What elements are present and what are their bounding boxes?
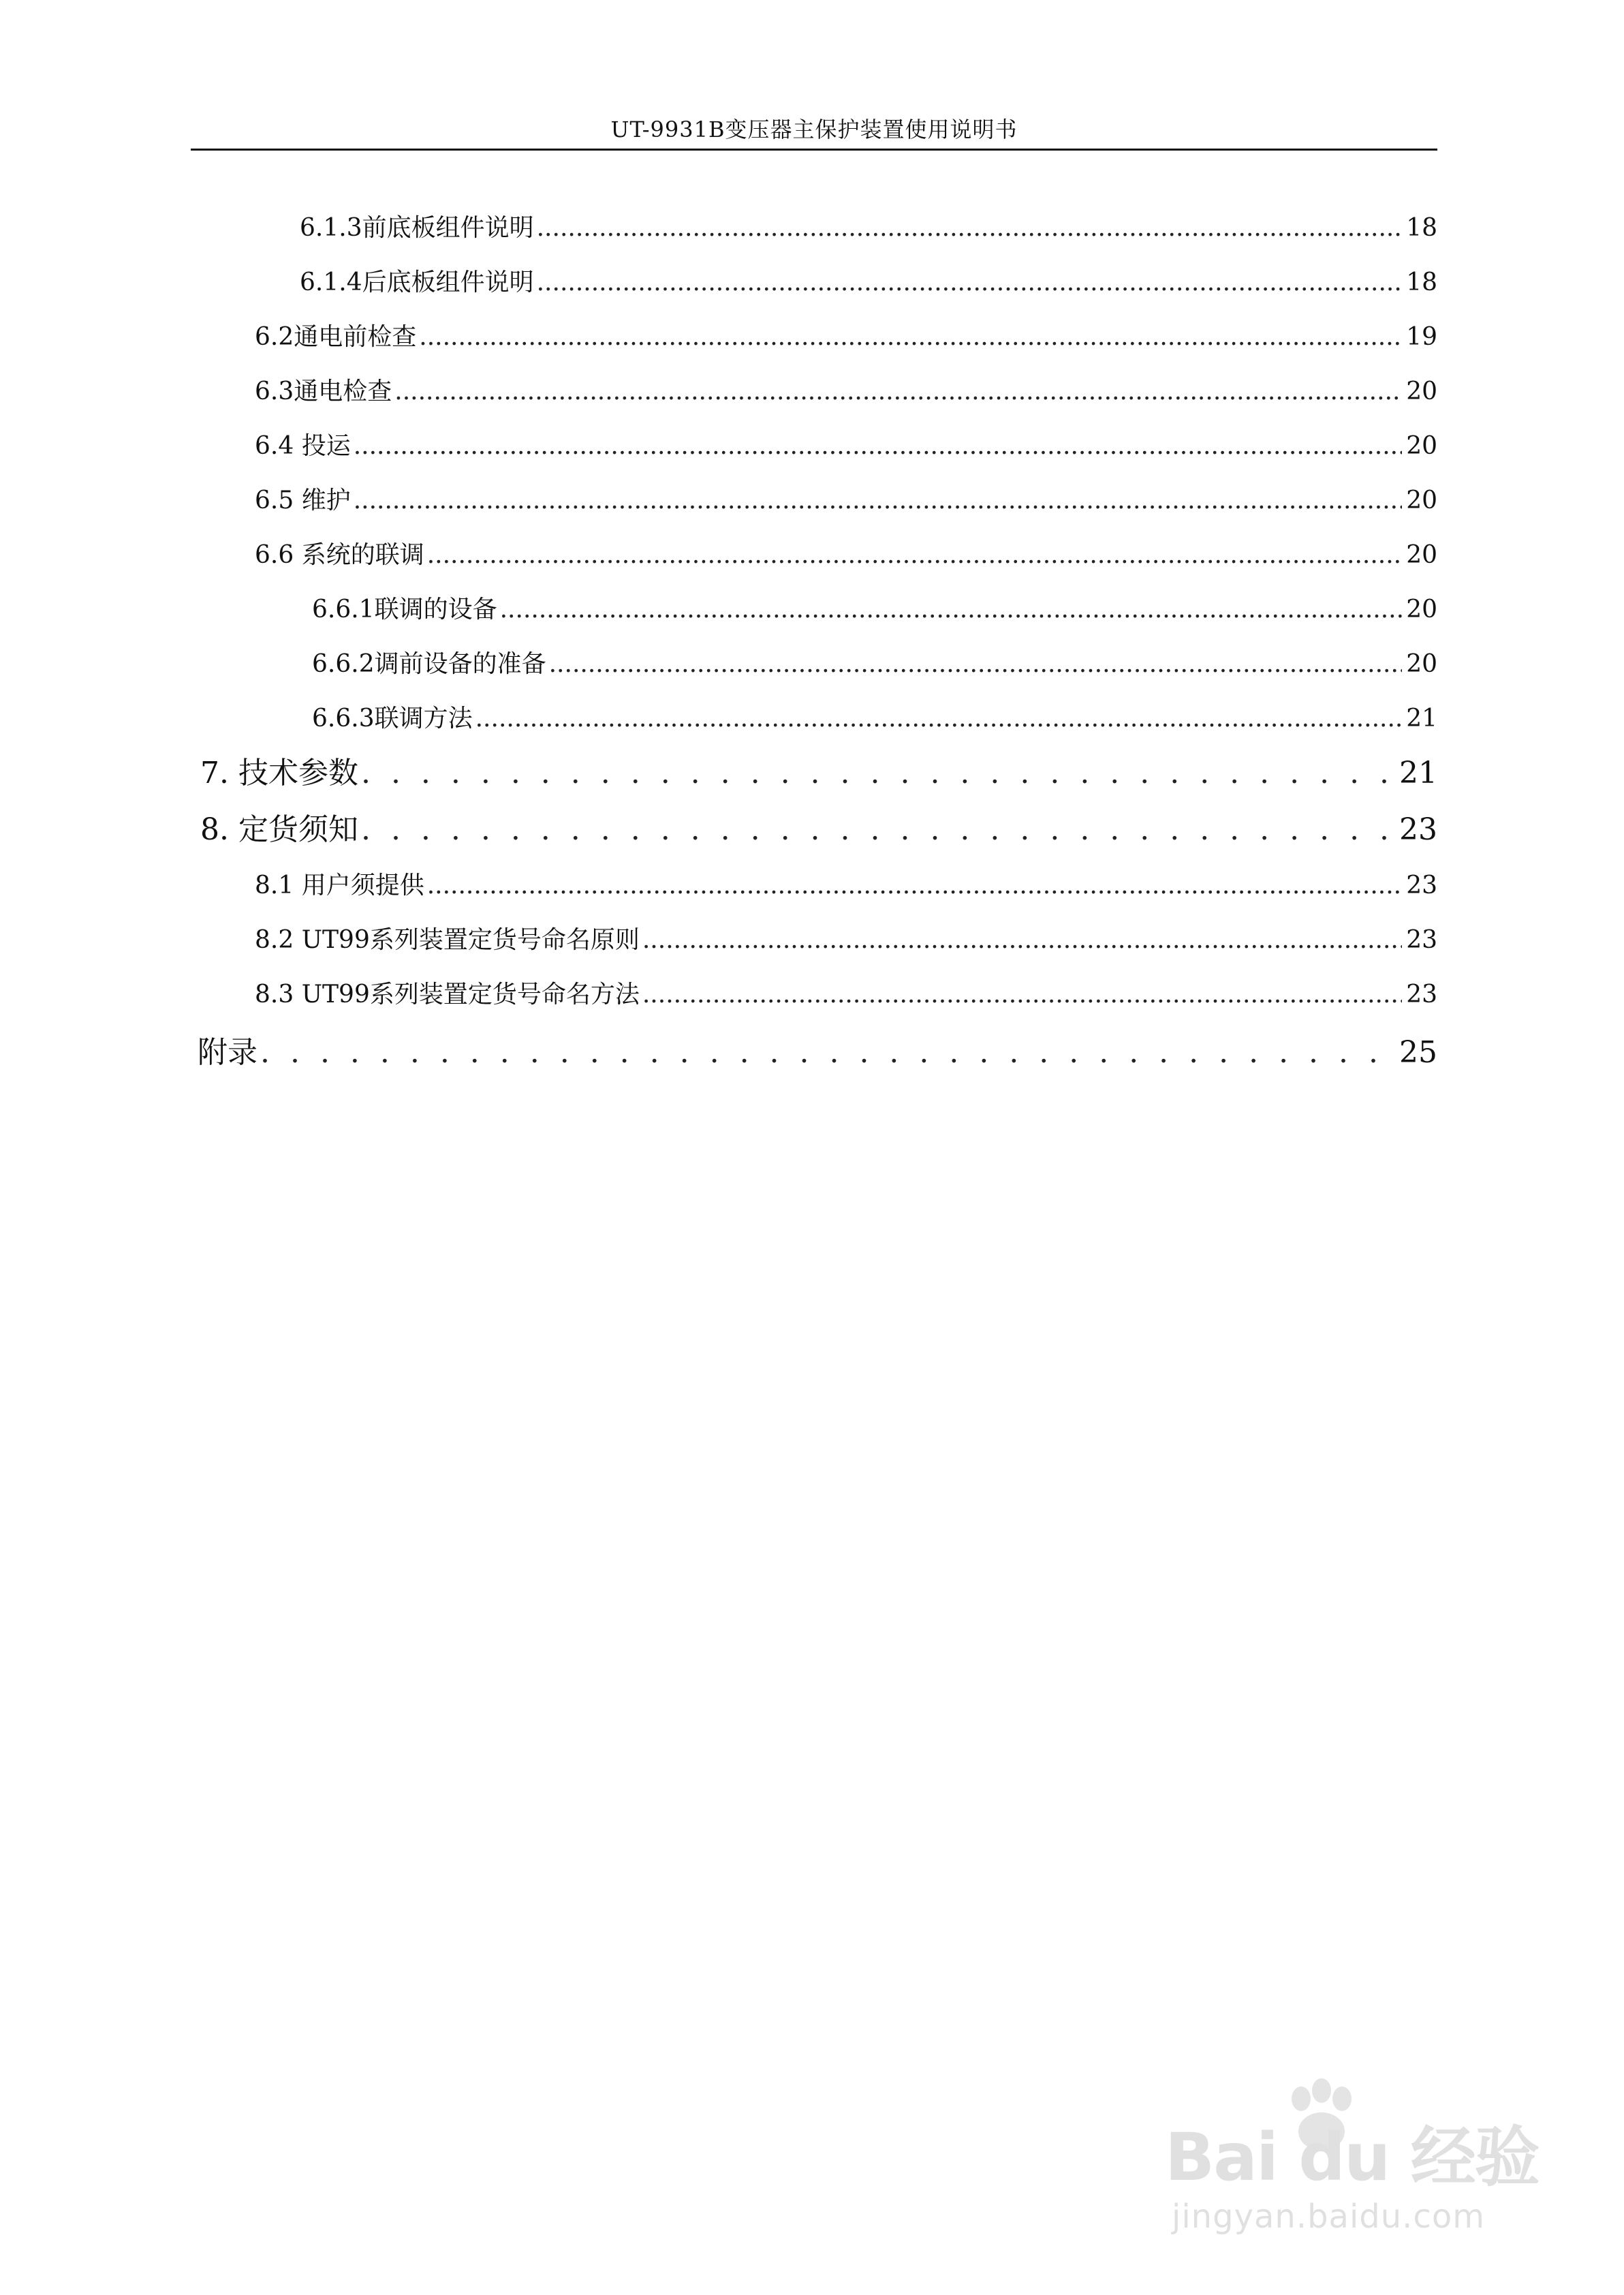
toc-entry-label: 6.6.2调前设备的准备 <box>312 650 546 678</box>
toc-leader-dots <box>537 266 1403 300</box>
toc-leader-dots <box>427 538 1402 572</box>
toc-page-number: 19 <box>1406 323 1437 351</box>
toc-leader-dots <box>394 375 1402 409</box>
toc-entry-label: 6.4 投运 <box>255 432 351 460</box>
toc-entry-label: 8.3 UT99系列装置定货号命名方法 <box>255 981 640 1008</box>
toc-leader-dots <box>419 320 1402 354</box>
toc-entry-7[interactable] <box>200 753 1437 794</box>
toc-entry-6-5[interactable] <box>255 484 1437 518</box>
toc-page-number: 21 <box>1406 705 1437 733</box>
toc-entry-6-6-1[interactable] <box>312 593 1437 627</box>
toc-page-number: 23 <box>1406 872 1437 899</box>
toc-entry-label: 6.2通电前检查 <box>255 323 417 351</box>
toc-page-number: 20 <box>1406 487 1437 514</box>
toc-entry-6-6-3[interactable] <box>312 702 1437 736</box>
toc-page-number: 18 <box>1406 268 1437 296</box>
watermark-brand: Bai du 经验 <box>1165 2119 1539 2196</box>
toc-entry-6-6[interactable] <box>255 538 1437 572</box>
toc-entry-6-1-4[interactable] <box>300 266 1437 300</box>
toc-entry-label: 6.6 系统的联调 <box>255 541 424 569</box>
toc-page-number: 20 <box>1406 541 1437 569</box>
toc-entry-label: 6.6.3联调方法 <box>312 705 473 733</box>
toc-leader-dots <box>500 593 1403 627</box>
toc-entry-label: 6.3通电检查 <box>255 378 392 405</box>
toc-entry-label: 8.1 用户须提供 <box>255 872 424 899</box>
toc-entry-label: 8. 定货须知 <box>200 812 358 847</box>
toc-entry-8-1[interactable] <box>255 869 1437 903</box>
toc-entry-6-4[interactable] <box>255 429 1437 463</box>
toc-entry-appendix[interactable] <box>198 1032 1437 1073</box>
toc-page-number: 20 <box>1406 432 1437 460</box>
toc-page-number: 23 <box>1399 812 1437 847</box>
toc-page-number: 20 <box>1406 650 1437 678</box>
document-title: UT-9931B变压器主保护装置使用说明书 <box>610 117 1018 142</box>
toc-leader-dots <box>537 211 1403 245</box>
toc-entry-label: 6.6.1联调的设备 <box>312 596 497 623</box>
watermark-url: jingyan.baidu.com <box>1172 2198 1485 2236</box>
toc-entry-label: 附录 <box>198 1035 257 1070</box>
toc-leader-dots <box>642 923 1402 957</box>
toc-entry-6-3[interactable] <box>255 375 1437 409</box>
toc-entry-6-1-3[interactable] <box>300 211 1437 245</box>
toc-page-number: 23 <box>1406 926 1437 954</box>
toc-page-number: 25 <box>1399 1035 1437 1070</box>
toc-leader-dots <box>260 1032 1395 1073</box>
toc-entry-6-2[interactable] <box>255 320 1437 354</box>
toc-leader-dots <box>549 647 1403 681</box>
toc-leader-dots <box>427 869 1402 903</box>
toc-page-number: 18 <box>1406 214 1437 242</box>
toc-leader-dots <box>361 810 1395 850</box>
toc-leader-dots <box>475 702 1403 736</box>
toc-entry-8[interactable] <box>200 810 1437 850</box>
toc-page-number: 21 <box>1399 756 1437 790</box>
toc-page-number: 20 <box>1406 596 1437 623</box>
toc-entry-label: 8.2 UT99系列装置定货号命名原则 <box>255 926 640 954</box>
toc-page-number: 20 <box>1406 378 1437 405</box>
toc-leader-dots <box>642 978 1402 1012</box>
toc-entry-label: 6.5 维护 <box>255 487 351 514</box>
toc-leader-dots <box>361 753 1395 794</box>
toc-page-number: 23 <box>1406 981 1437 1008</box>
toc-entry-label: 6.1.3前底板组件说明 <box>300 214 534 242</box>
toc-entry-8-3[interactable] <box>255 978 1437 1012</box>
toc-entry-label: 6.1.4后底板组件说明 <box>300 268 534 296</box>
toc-leader-dots <box>354 484 1402 518</box>
toc-leader-dots <box>354 429 1402 463</box>
toc-entry-6-6-2[interactable] <box>312 647 1437 681</box>
toc-entry-8-2[interactable] <box>255 923 1437 957</box>
toc-entry-label: 7. 技术参数 <box>200 756 358 790</box>
